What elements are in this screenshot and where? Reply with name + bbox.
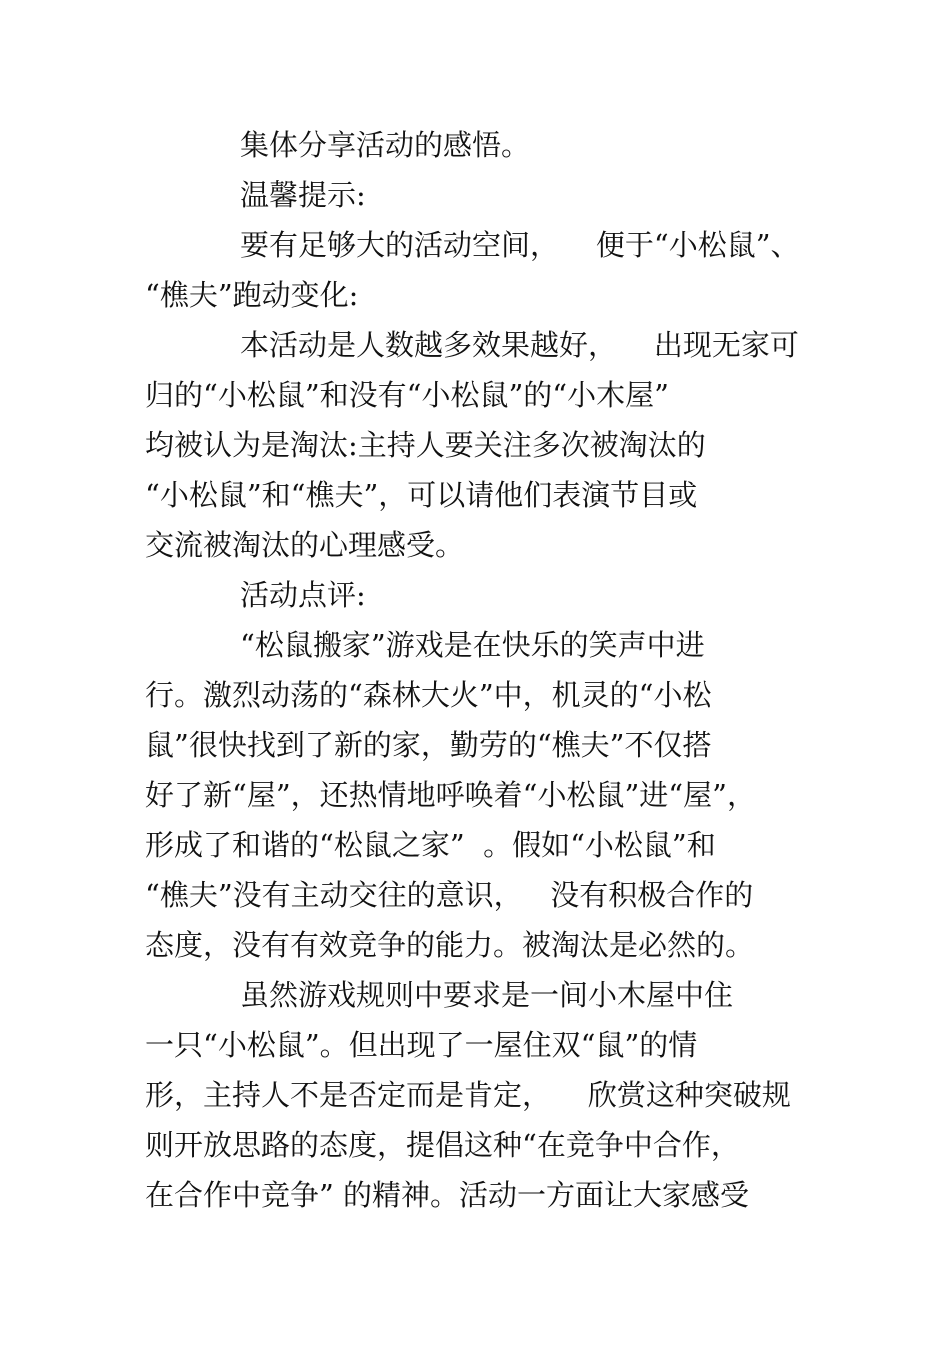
text-line: “松鼠搬家”游戏是在快乐的笑声中进 bbox=[240, 628, 705, 662]
text-line: 交流被淘汰的心理感受。 bbox=[145, 528, 465, 562]
text-line: 集体分享活动的感悟。 bbox=[240, 128, 531, 162]
text-line: 本活动是人数越多效果越好， 出现无家可 bbox=[240, 328, 799, 362]
text-line: 则开放思路的态度，提倡这种“在竞争中合作， bbox=[145, 1128, 740, 1162]
text-line: 归的“小松鼠”和没有“小松鼠”的“小木屋” bbox=[145, 378, 669, 412]
text-line: 态度，没有有效竞争的能力。被淘汰是必然的。 bbox=[145, 928, 755, 962]
text-line: 形，主持人不是否定而是肯定， 欣赏这种突破规 bbox=[145, 1078, 791, 1112]
text-line: “樵夫”没有主动交往的意识， 没有积极合作的 bbox=[145, 878, 754, 912]
text-line: 鼠”很快找到了新的家，勤劳的“樵夫”不仅搭 bbox=[145, 728, 712, 762]
text-line: 活动点评: bbox=[240, 578, 366, 612]
text-line: 形成了和谐的“松鼠之家” 。假如“小松鼠”和 bbox=[145, 828, 716, 862]
text-line: 好了新“屋”，还热情地呼唤着“小松鼠”进“屋”， bbox=[145, 778, 756, 812]
text-line: 在合作中竞争” 的精神。活动一方面让大家感受 bbox=[145, 1178, 750, 1212]
text-line: “樵夫”跑动变化: bbox=[145, 278, 359, 312]
text-line: 一只“小松鼠”。但出现了一屋住双“鼠”的情 bbox=[145, 1028, 698, 1062]
text-line: 要有足够大的活动空间， 便于“小松鼠”、 bbox=[240, 228, 800, 262]
text-line: “小松鼠”和“樵夫”，可以请他们表演节目或 bbox=[145, 478, 698, 512]
text-line: 行。激烈动荡的“森林大火”中，机灵的“小松 bbox=[145, 678, 712, 712]
text-line: 虽然游戏规则中要求是一间小木屋中住 bbox=[240, 978, 734, 1012]
text-line: 均被认为是淘汰:主持人要关注多次被淘汰的 bbox=[145, 428, 706, 462]
text-line: 温馨提示: bbox=[240, 178, 366, 212]
